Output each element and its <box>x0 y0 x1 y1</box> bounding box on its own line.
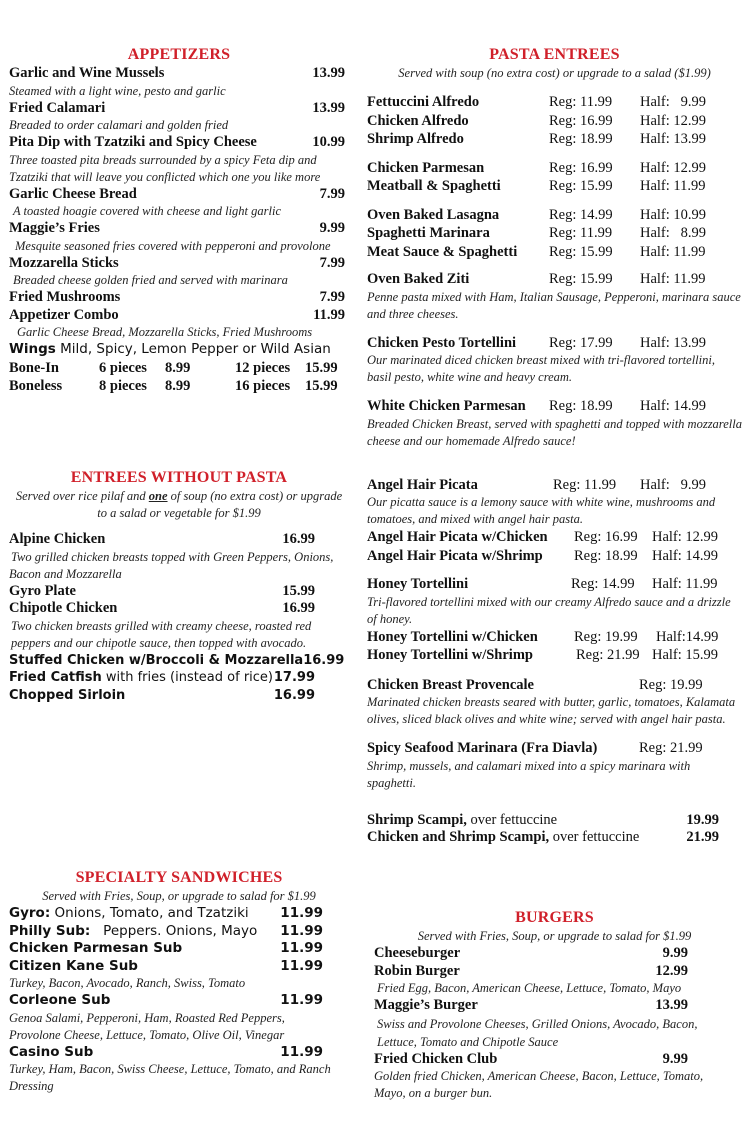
item-name: Citizen Kane Sub <box>9 957 138 974</box>
pasta-row <box>367 224 742 243</box>
item-name: Alpine Chicken <box>9 531 106 547</box>
menu-item <box>9 220 345 238</box>
item-desc: Two grilled chicken breasts topped with Green Peppers, Onions, Bacon and Mozzarella <box>9 549 334 581</box>
menu-item <box>9 652 345 670</box>
reg-price: Reg: 19.99 <box>639 676 703 693</box>
item-price: 9.99 <box>319 220 345 236</box>
half-price: Half: 9.99 <box>640 94 707 110</box>
pasta-group <box>367 206 742 262</box>
menu-item <box>367 829 719 847</box>
section-title: ENTREES WITHOUT PASTA <box>70 469 288 486</box>
item-name-main: Gyro: <box>9 905 51 921</box>
pasta-featured-item <box>367 334 742 387</box>
pasta-row <box>367 130 742 149</box>
item-desc: Breaded Chicken Breast, served with spaghetti and topped with mozzarella cheese and our homemade Alfredo sauce! <box>367 416 742 448</box>
item-desc: Genoa Salami, Pepperoni, Ham, Roasted Red Peppers, Provolone Cheese, Lettuce, Tomato, Olive Oil, Vinegar <box>9 1010 285 1042</box>
pasta-featured-item <box>367 676 742 729</box>
item-desc: Our picatta sauce is a lemony sauce with white wine, mushrooms and tomatoes, and mixed with angel hair pasta. <box>367 495 716 526</box>
section-title: APPETIZERS <box>127 46 231 63</box>
reg-price: Reg: 18.99 <box>574 547 638 564</box>
item-desc: Penne pasta mixed with Ham, Italian Sausage, Pepperoni, marinara sauce and three cheeses. <box>367 289 741 321</box>
item-price: 16.99 <box>273 687 315 703</box>
wings-large-qty: 12 pieces <box>235 359 291 376</box>
item-name: Oven Baked Ziti <box>367 271 470 287</box>
item-name-suffix: over fettuccine <box>466 811 558 828</box>
item-price: 7.99 <box>319 289 345 305</box>
item-name: Mozzarella Sticks <box>9 254 119 271</box>
pasta-row <box>367 159 742 178</box>
menu-item <box>367 812 719 830</box>
half-price: Half: 14.99 <box>640 398 707 414</box>
section-title: PASTA ENTREES <box>489 46 620 63</box>
item-name: Fried Mushrooms <box>9 289 121 305</box>
item-name: Chicken Alfredo <box>367 112 469 129</box>
wings-flavors: Mild, Spicy, Lemon Pepper or Wild Asian <box>60 341 331 357</box>
menu-item <box>374 963 688 981</box>
item-name <box>9 669 273 687</box>
item-name: Appetizer Combo <box>9 306 119 323</box>
reg-price: Reg: 21.99 <box>576 647 640 663</box>
pasta-row <box>367 206 742 225</box>
menu-item <box>9 65 345 83</box>
wings-small-price: 8.99 <box>165 378 191 394</box>
section-subtitle: Served with soup (no extra cost) or upgrade to a salad ($1.99) <box>398 66 711 80</box>
item-name: Gyro Plate <box>9 582 76 599</box>
item-price: 9.99 <box>662 945 688 961</box>
pasta-featured-item <box>367 739 742 792</box>
item-name-suffix: with fries (instead of rice) <box>101 670 273 685</box>
menu-item <box>9 669 315 687</box>
pasta-row <box>367 476 742 495</box>
section-title: BURGERS <box>515 909 594 926</box>
half-price: Half: 12.99 <box>640 112 707 129</box>
burgers-section <box>367 908 742 1102</box>
item-name-main: Chicken and Shrimp Scampi, <box>367 829 550 845</box>
item-desc: Turkey, Ham, Bacon, Swiss Cheese, Lettuce, Tomato, and Ranch Dressing <box>9 1062 331 1093</box>
item-desc: Breaded to order calamari and golden fried <box>9 118 229 132</box>
reg-price: Reg: 11.99 <box>553 476 617 493</box>
menu-item <box>9 940 323 958</box>
item-name-main: Shrimp Scampi, <box>367 811 467 828</box>
item-price: 12.99 <box>655 962 688 979</box>
pasta-row <box>367 112 742 131</box>
half-price: Half: 10.99 <box>640 206 707 223</box>
reg-price: Reg: 18.99 <box>549 398 613 414</box>
reg-price: Reg: 18.99 <box>549 131 613 147</box>
subtitle-text: of soup (no extra cost) or upgrade to a salad or vegetable for $1.99 <box>97 489 343 520</box>
menu-item <box>9 100 345 118</box>
item-price: 11.99 <box>280 992 323 1008</box>
item-name: Chicken Parmesan Sub <box>9 940 183 956</box>
item-desc: Shrimp, mussels, and calamari mixed into a spicy marinara with spaghetti. <box>367 758 691 790</box>
item-name-suffix: over fettuccine <box>549 829 640 845</box>
menu-item <box>9 905 323 923</box>
reg-price: Reg: 15.99 <box>549 271 613 287</box>
reg-price: Reg: 16.99 <box>549 112 613 129</box>
item-desc: Golden fried Chicken, American Cheese, Bacon, Lettuce, Tomato, Mayo, on a burger bun. <box>374 1069 704 1100</box>
menu-item <box>9 1044 323 1062</box>
half-price: Half: 12.99 <box>652 529 719 545</box>
menu-item <box>9 289 345 307</box>
wings-large-qty: 16 pieces <box>235 378 291 394</box>
reg-price: Reg: 16.99 <box>549 159 613 176</box>
menu-item <box>374 945 688 963</box>
section-subtitle <box>9 488 349 522</box>
pasta-row <box>367 397 742 416</box>
menu-item <box>9 134 345 152</box>
pasta-featured-item <box>367 397 742 450</box>
item-name: Robin Burger <box>374 962 460 979</box>
half-price: Half: 12.99 <box>640 159 707 176</box>
reg-price: Reg: 15.99 <box>549 243 613 260</box>
pasta-row <box>367 628 742 647</box>
menu-item <box>9 307 345 325</box>
half-price: Half: 11.99 <box>640 243 706 260</box>
wings-small-price: 8.99 <box>165 359 191 376</box>
item-name: Fettuccini Alfredo <box>367 94 480 110</box>
reg-price: Reg: 11.99 <box>549 225 613 241</box>
item-price: 13.99 <box>655 997 688 1013</box>
pasta-group <box>367 93 742 149</box>
pasta-row <box>367 93 742 112</box>
wings-large-price: 15.99 <box>305 359 338 376</box>
reg-price: Reg: 16.99 <box>574 529 638 545</box>
appetizers-section <box>9 45 349 396</box>
item-desc: Fried Egg, Bacon, American Cheese, Lettuce, Tomato, Mayo <box>377 981 682 995</box>
item-name: Chicken Pesto Tortellini <box>367 334 517 351</box>
half-price: Half: 13.99 <box>640 334 707 351</box>
item-name: Fried Calamari <box>9 99 106 116</box>
item-price: 15.99 <box>282 582 315 599</box>
item-name: Oven Baked Lasagna <box>367 206 500 223</box>
section-subtitle: Served with Fries, Soup, or upgrade to salad for $1.99 <box>42 889 316 903</box>
menu-item <box>9 255 345 273</box>
wings-small-qty: 6 pieces <box>99 359 147 376</box>
item-name: Fried Chicken Club <box>374 1050 498 1067</box>
item-price: 11.99 <box>280 957 323 974</box>
wings-row <box>9 359 345 378</box>
item-name: Cheeseburger <box>374 945 461 961</box>
item-price: 16.99 <box>303 652 345 668</box>
item-name: White Chicken Parmesan <box>367 398 526 414</box>
item-name: Honey Tortellini w/Chicken <box>367 628 538 645</box>
item-name: Meat Sauce & Spaghetti <box>367 243 518 260</box>
item-name <box>9 905 249 923</box>
item-desc: Garlic Cheese Bread, Mozzarella Sticks, Fried Mushrooms <box>17 325 313 339</box>
half-price: Half: 8.99 <box>640 225 707 241</box>
wings-type: Boneless <box>9 378 63 394</box>
item-desc: Two chicken breasts grilled with creamy cheese, roasted red peppers and our chipotle sauce, then topped with avocado. <box>11 618 312 650</box>
item-desc: Tri-flavored tortellini mixed with our creamy Alfredo sauce and a drizzle of honey. <box>367 594 731 626</box>
picata-group <box>367 476 742 566</box>
menu-item <box>9 186 345 204</box>
pasta-row <box>367 575 742 594</box>
half-price: Half: 15.99 <box>652 647 719 663</box>
menu-item <box>9 600 315 618</box>
menu-item <box>9 583 315 601</box>
reg-price: Reg: 14.99 <box>549 206 613 223</box>
item-name: Honey Tortellini w/Shrimp <box>367 647 533 663</box>
item-desc: A toasted hoagie covered with cheese and light garlic <box>13 204 281 218</box>
item-price: 11.99 <box>280 1043 323 1060</box>
item-price: 13.99 <box>312 99 345 116</box>
item-price: 7.99 <box>319 254 345 271</box>
subtitle-emphasis: one <box>148 489 168 503</box>
reg-price: Reg: 14.99 <box>571 576 635 592</box>
item-name: Corleone Sub <box>9 992 111 1008</box>
item-desc: Steamed with a light wine, pesto and garlic <box>9 83 226 98</box>
item-price: 11.99 <box>280 940 323 956</box>
half-price: Half:14.99 <box>656 628 719 645</box>
item-price: 17.99 <box>273 670 315 685</box>
pasta-group <box>367 159 742 196</box>
half-price: Half: 9.99 <box>640 476 707 493</box>
item-name: Shrimp Alfredo <box>367 131 464 147</box>
item-name: Casino Sub <box>9 1043 94 1060</box>
item-name: Garlic Cheese Bread <box>9 185 137 202</box>
half-price: Half: 11.99 <box>652 576 718 592</box>
item-price: 19.99 <box>686 811 719 828</box>
pasta-row <box>367 177 742 196</box>
item-name <box>367 829 639 847</box>
wings-label: Wings <box>9 341 56 357</box>
item-price: 11.99 <box>313 306 345 323</box>
item-name-main: Fried Catfish <box>9 670 102 685</box>
menu-item <box>9 531 315 549</box>
item-price: 11.99 <box>280 905 323 921</box>
half-price: Half: 13.99 <box>640 131 707 147</box>
reg-price: Reg: 11.99 <box>549 94 613 110</box>
pasta-row <box>367 334 742 353</box>
item-name: Pita Dip with Tzatziki and Spicy Cheese <box>9 134 257 150</box>
item-name: Angel Hair Picata w/Chicken <box>367 529 548 545</box>
menu-item <box>374 997 688 1015</box>
item-name: Chipotle Chicken <box>9 600 118 616</box>
menu-item <box>9 687 315 705</box>
specialty-sandwiches-section <box>9 868 349 1095</box>
item-name: Angel Hair Picata w/Shrimp <box>367 547 543 564</box>
item-name: Chicken Breast Provencale <box>367 676 534 693</box>
section-title: SPECIALTY SANDWICHES <box>75 869 283 886</box>
pasta-row <box>367 243 742 262</box>
item-name-suffix: Peppers. Onions, Mayo <box>90 922 258 939</box>
menu-item <box>9 992 323 1010</box>
menu-item <box>9 958 323 976</box>
pasta-row <box>367 739 742 758</box>
honey-group <box>367 575 742 665</box>
item-price: 16.99 <box>282 531 315 547</box>
subtitle-text: Served over rice pilaf and <box>15 489 149 503</box>
item-desc: Three toasted pita breads surrounded by a spicy Feta dip and Tzatziki that will leave you conflicted which one you like more <box>9 152 321 184</box>
wings-row <box>9 377 345 396</box>
scampi-group <box>367 812 719 847</box>
item-name: Meatball & Spaghetti <box>367 178 501 194</box>
item-price: 10.99 <box>312 134 345 150</box>
item-price: 9.99 <box>662 1050 688 1067</box>
item-name: Chopped Sirloin <box>9 687 126 703</box>
pasta-entrees-section <box>367 45 742 847</box>
pasta-row <box>367 676 742 695</box>
item-name <box>367 812 557 830</box>
item-price: 16.99 <box>282 600 315 616</box>
item-name: Chicken Parmesan <box>367 159 485 176</box>
pasta-row <box>367 547 742 566</box>
item-name: Honey Tortellini <box>367 576 469 592</box>
pasta-row <box>367 528 742 547</box>
entrees-without-pasta-section <box>9 468 349 704</box>
half-price: Half: 14.99 <box>652 547 719 564</box>
wings-small-qty: 8 pieces <box>99 378 147 394</box>
wings-header <box>9 341 345 359</box>
item-desc: Breaded cheese golden fried and served with marinara <box>13 273 288 287</box>
reg-price: Reg: 19.99 <box>574 628 638 645</box>
item-name-main: Philly Sub: <box>9 922 91 939</box>
half-price: Half: 11.99 <box>640 271 706 287</box>
section-subtitle: Served with Fries, Soup, or upgrade to salad for $1.99 <box>417 929 692 943</box>
item-name: Spaghetti Marinara <box>367 225 490 241</box>
half-price: Half: 11.99 <box>640 178 706 194</box>
wings-type: Bone-In <box>9 359 59 376</box>
item-name: Spicy Seafood Marinara (Fra Diavla) <box>367 740 598 756</box>
item-name: Maggie’s Burger <box>374 997 478 1013</box>
item-name-suffix: Onions, Tomato, and Tzatziki <box>50 905 249 921</box>
item-price: 13.99 <box>312 65 345 81</box>
item-desc: Our marinated diced chicken breast mixed with tri-flavored tortellini, basil pesto, white wine and heavy cream. <box>367 353 715 384</box>
item-name: Garlic and Wine Mussels <box>9 65 165 81</box>
pasta-row <box>367 646 742 665</box>
wings-large-price: 15.99 <box>305 378 338 394</box>
item-desc: Mesquite seasoned fries covered with pepperoni and provolone <box>15 238 331 253</box>
pasta-featured-item <box>367 270 742 323</box>
reg-price: Reg: 15.99 <box>549 178 613 194</box>
item-price: 7.99 <box>319 185 345 202</box>
item-name: Maggie’s Fries <box>9 220 100 236</box>
item-price: 11.99 <box>280 922 323 939</box>
item-name <box>9 923 257 941</box>
menu-item <box>374 1051 688 1069</box>
item-price: 21.99 <box>686 829 719 845</box>
item-desc: Marinated chicken breasts seared with butter, garlic, tomatoes, Kalamata olives, sliced black olives and white wine; served with angel hair pasta. <box>367 695 736 726</box>
reg-price: Reg: 21.99 <box>639 740 703 756</box>
reg-price: Reg: 17.99 <box>549 334 613 351</box>
item-desc: Swiss and Provolone Cheeses, Grilled Onions, Avocado, Bacon, Lettuce, Tomato and Chipotle Sauce <box>377 1016 698 1049</box>
pasta-row <box>367 270 742 289</box>
menu-item <box>9 923 323 941</box>
item-name: Stuffed Chicken w/Broccoli & Mozzarella <box>9 652 304 668</box>
item-desc: Turkey, Bacon, Avocado, Ranch, Swiss, Tomato <box>9 976 246 990</box>
item-name: Angel Hair Picata <box>367 476 478 493</box>
